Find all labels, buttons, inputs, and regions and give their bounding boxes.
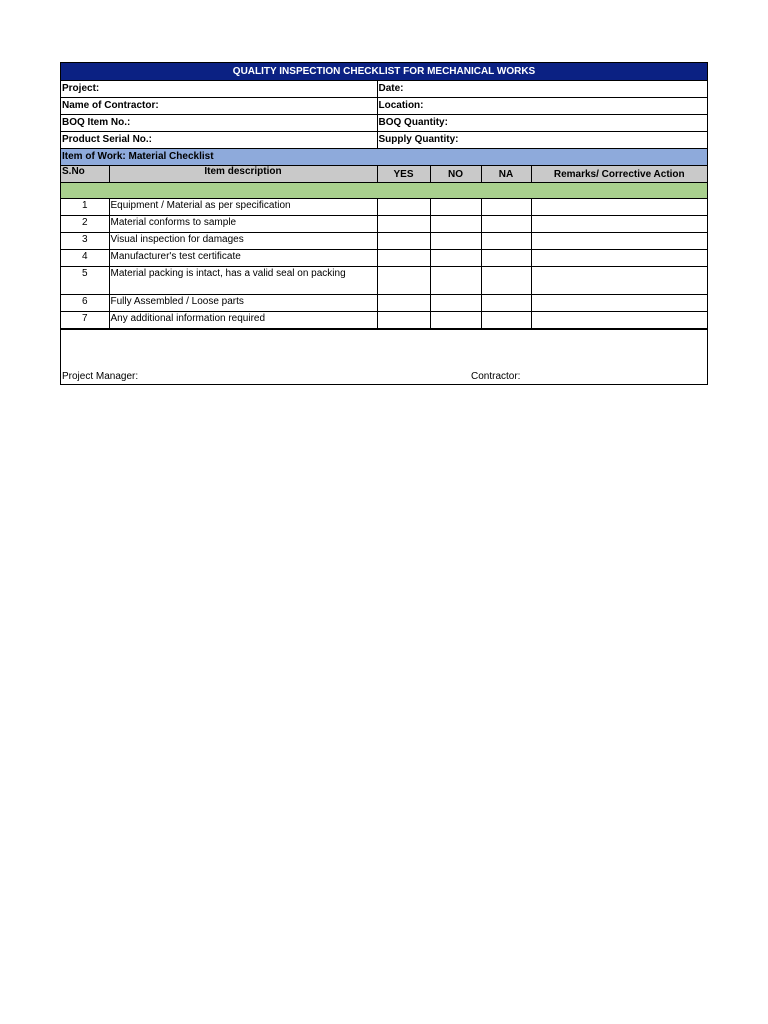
yes-cell[interactable] (377, 295, 430, 312)
table-row (61, 250, 707, 267)
page-title: QUALITY INSPECTION CHECKLIST FOR MECHANICAL WORKS (61, 63, 707, 81)
item-description: Equipment / Material as per specification (109, 199, 377, 216)
yes-cell[interactable] (377, 216, 430, 233)
yes-cell[interactable] (377, 267, 430, 295)
date-label[interactable]: Date: (377, 81, 707, 98)
item-number: 1 (61, 199, 109, 216)
header-remarks: Remarks/ Corrective Action (531, 166, 707, 183)
na-cell[interactable] (481, 216, 531, 233)
na-cell[interactable] (481, 233, 531, 250)
table-row (61, 199, 707, 216)
yes-cell[interactable] (377, 199, 430, 216)
item-number: 5 (61, 267, 109, 295)
no-cell[interactable] (430, 216, 481, 233)
item-number: 3 (61, 233, 109, 250)
no-cell[interactable] (430, 199, 481, 216)
green-spacer-row (61, 183, 707, 199)
header-no: NO (430, 166, 481, 183)
remarks-cell[interactable] (531, 295, 707, 312)
yes-cell[interactable] (377, 250, 430, 267)
supply-quantity-label[interactable]: Supply Quantity: (377, 132, 707, 149)
location-label[interactable]: Location: (377, 98, 707, 115)
no-cell[interactable] (430, 312, 481, 329)
item-number: 2 (61, 216, 109, 233)
table-row (61, 312, 707, 329)
no-cell[interactable] (430, 267, 481, 295)
info-row-boq (61, 115, 707, 132)
item-number: 7 (61, 312, 109, 329)
green-spacer (61, 183, 707, 199)
remarks-cell[interactable] (531, 312, 707, 329)
header-sno: S.No (61, 166, 109, 183)
remarks-cell[interactable] (531, 216, 707, 233)
yes-cell[interactable] (377, 312, 430, 329)
checklist-table (61, 63, 707, 329)
project-manager-label: Project Manager: (62, 371, 139, 382)
table-row (61, 295, 707, 312)
table-row (61, 267, 707, 295)
na-cell[interactable] (481, 199, 531, 216)
table-row (61, 233, 707, 250)
item-number: 6 (61, 295, 109, 312)
na-cell[interactable] (481, 250, 531, 267)
contractor-name-label[interactable]: Name of Contractor: (61, 98, 377, 115)
contractor-label: Contractor: (471, 371, 521, 382)
yes-cell[interactable] (377, 233, 430, 250)
item-number: 4 (61, 250, 109, 267)
project-label[interactable]: Project: (61, 81, 377, 98)
info-row-serial (61, 132, 707, 149)
remarks-cell[interactable] (531, 250, 707, 267)
na-cell[interactable] (481, 312, 531, 329)
na-cell[interactable] (481, 267, 531, 295)
title-row (61, 63, 707, 81)
remarks-cell[interactable] (531, 199, 707, 216)
header-yes: YES (377, 166, 430, 183)
item-description: Any additional information required (109, 312, 377, 329)
item-description: Visual inspection for damages (109, 233, 377, 250)
item-description: Fully Assembled / Loose parts (109, 295, 377, 312)
table-row (61, 216, 707, 233)
item-description: Material conforms to sample (109, 216, 377, 233)
item-of-work-row (61, 149, 707, 166)
inspection-checklist (60, 62, 708, 385)
remarks-cell[interactable] (531, 233, 707, 250)
item-description: Manufacturer's test certificate (109, 250, 377, 267)
info-row-project (61, 81, 707, 98)
item-of-work-label: Item of Work: Material Checklist (61, 149, 707, 166)
signature-footer (61, 329, 707, 384)
column-header-row (61, 166, 707, 183)
boq-item-label[interactable]: BOQ Item No.: (61, 115, 377, 132)
no-cell[interactable] (430, 295, 481, 312)
serial-label[interactable]: Product Serial No.: (61, 132, 377, 149)
item-description: Material packing is intact, has a valid seal on packing (109, 267, 377, 295)
no-cell[interactable] (430, 250, 481, 267)
header-description: Item description (109, 166, 377, 183)
no-cell[interactable] (430, 233, 481, 250)
remarks-cell[interactable] (531, 267, 707, 295)
boq-quantity-label[interactable]: BOQ Quantity: (377, 115, 707, 132)
na-cell[interactable] (481, 295, 531, 312)
info-row-contractor (61, 98, 707, 115)
header-na: NA (481, 166, 531, 183)
